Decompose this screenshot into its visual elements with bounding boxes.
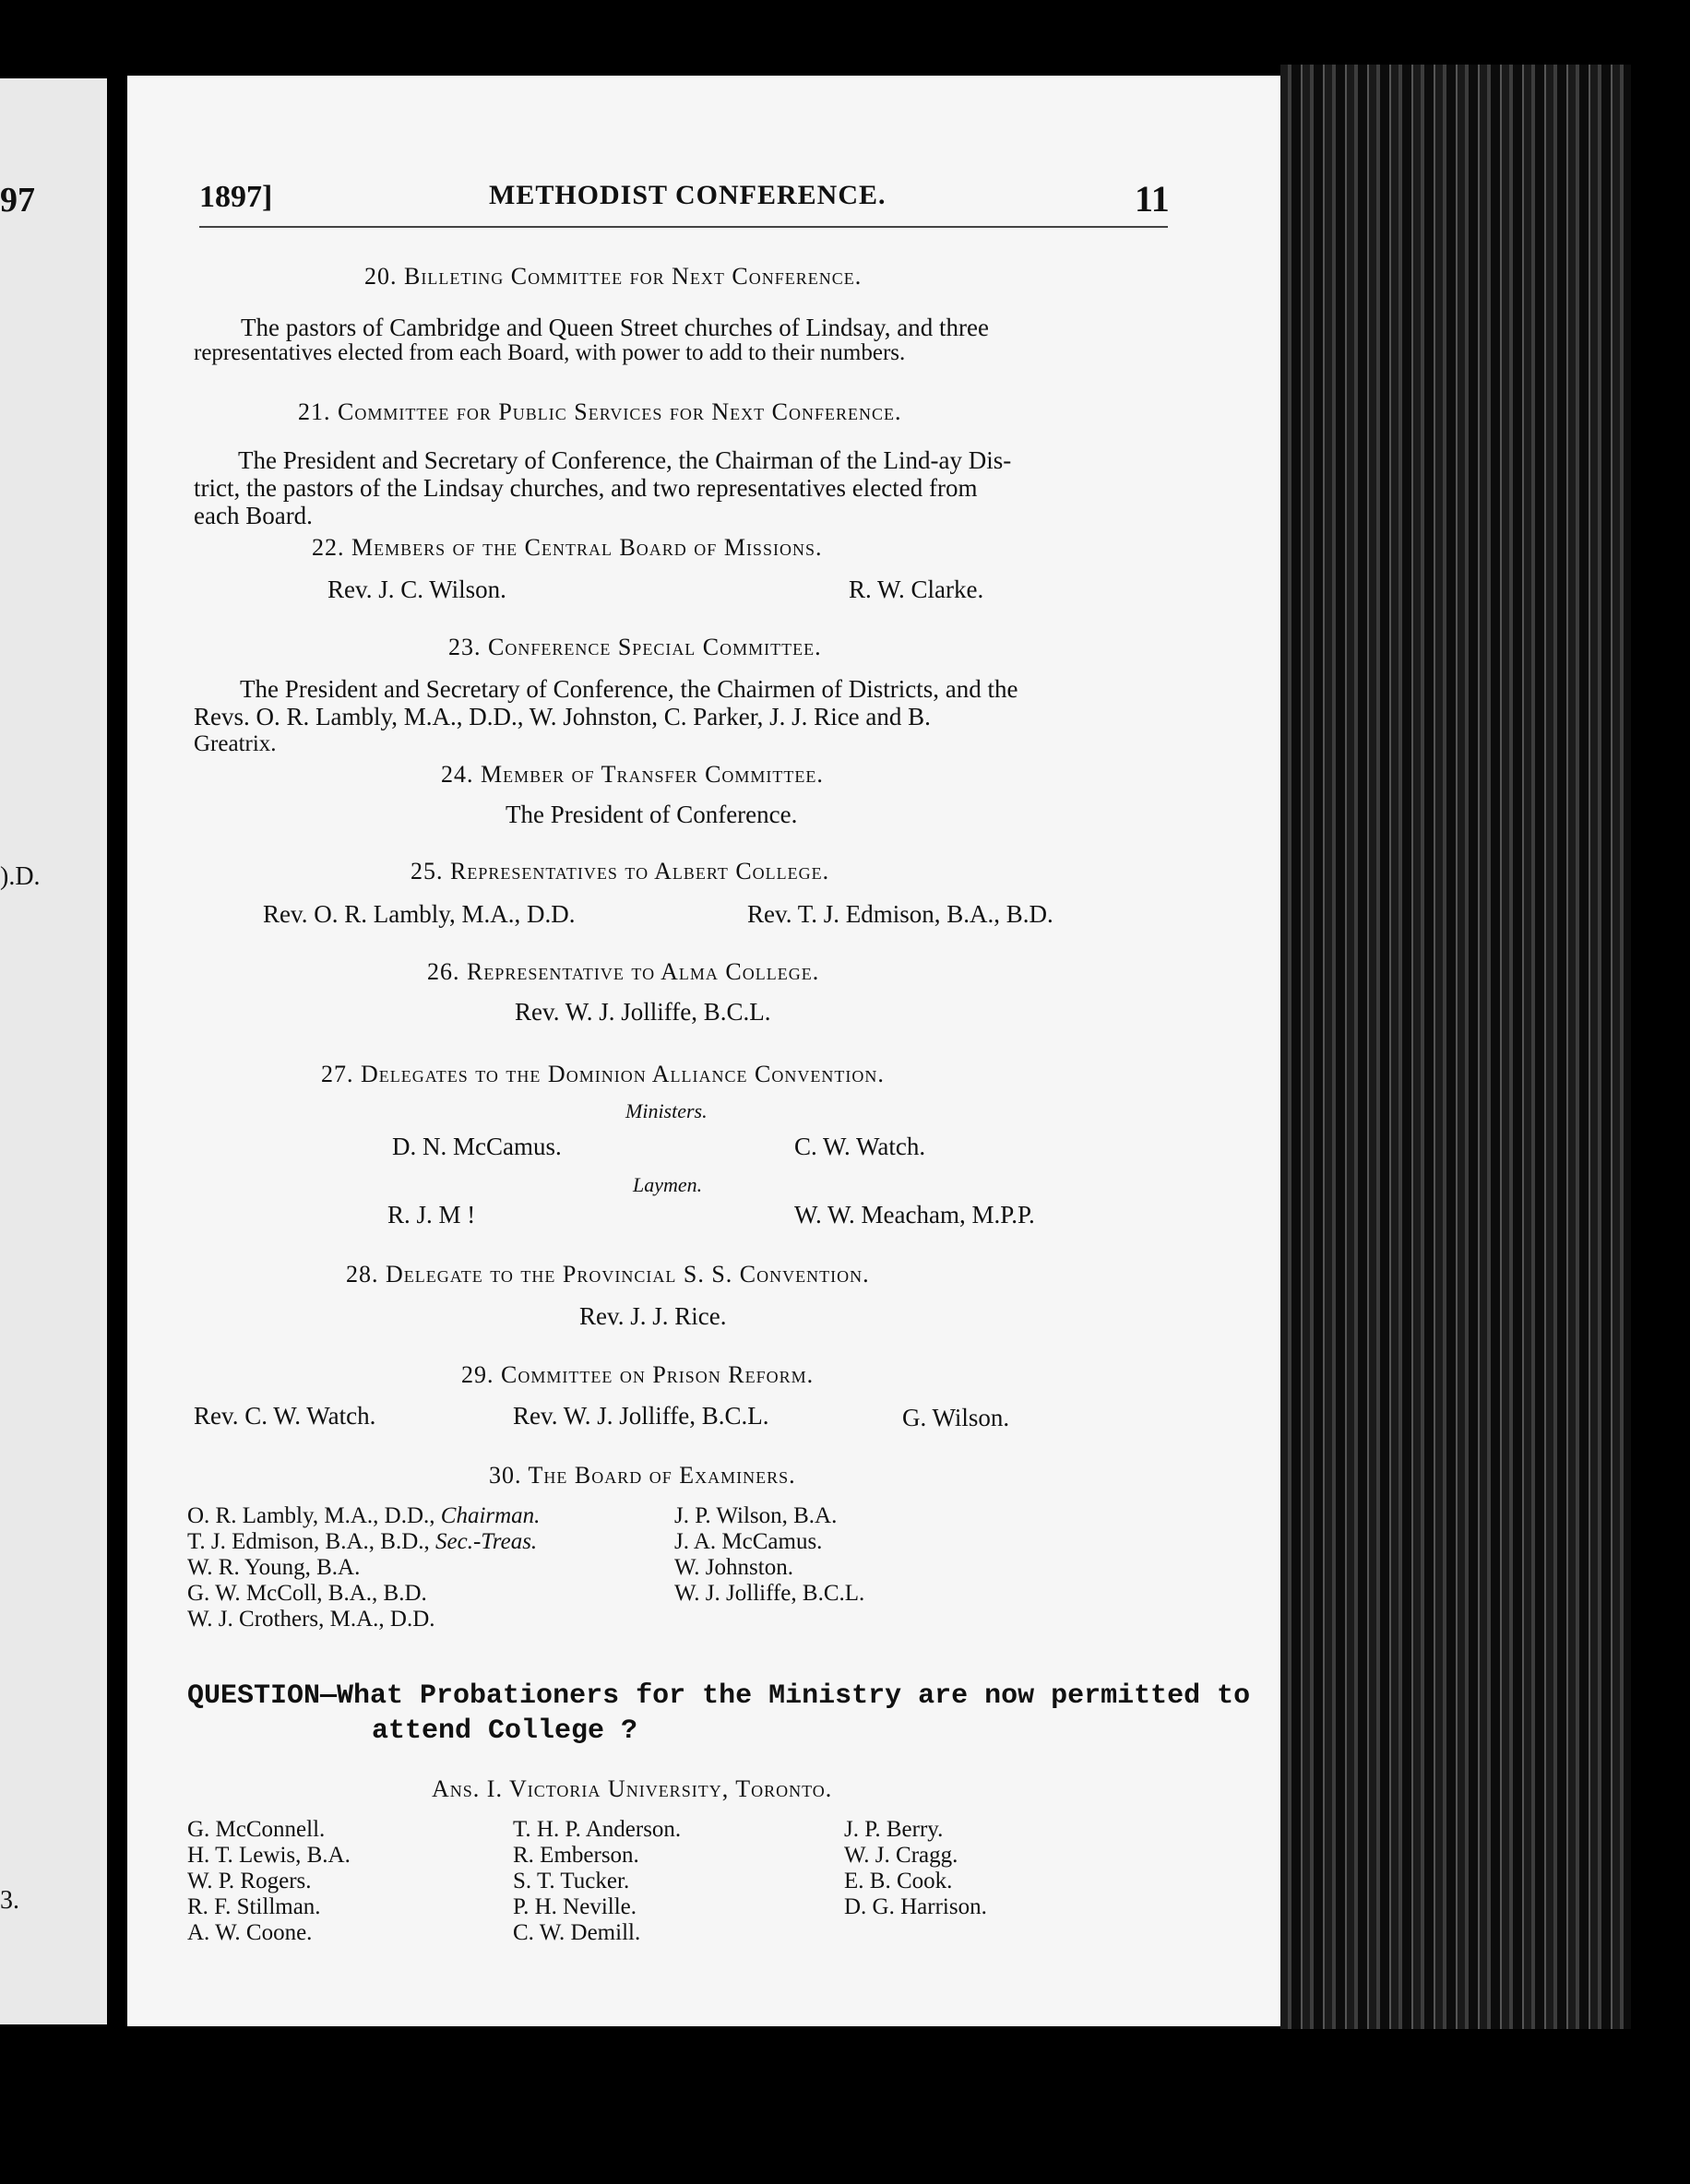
paragraph-line: each Board. bbox=[194, 502, 313, 529]
member-name: R. W. Clarke. bbox=[849, 576, 984, 603]
question-line: QUESTION—What Probationers for the Ministry are now permitted to bbox=[187, 1680, 1251, 1712]
examiner-entry bbox=[187, 1581, 540, 1607]
paragraph-line: The President and Secretary of Conference, the Chairmen of Districts, and the bbox=[240, 675, 1018, 703]
probationer-name: W. P. Rogers. bbox=[187, 1869, 312, 1893]
question-line: attend College ? bbox=[372, 1715, 638, 1747]
answer-heading: Ans. I. Victoria University, Toronto. bbox=[432, 1775, 833, 1802]
member-name: Rev. W. J. Jolliffe, B.C.L. bbox=[515, 998, 771, 1026]
examiner-name: G. W. McColl, B.A., B.D. bbox=[187, 1581, 427, 1606]
probationer-name: R. F. Stillman. bbox=[187, 1894, 321, 1919]
probationer-name: J. P. Berry. bbox=[844, 1817, 944, 1842]
examiner-entry bbox=[187, 1555, 540, 1581]
page-edges bbox=[1280, 65, 1631, 2029]
examiners-right-column bbox=[674, 1503, 864, 1607]
probationer-name: A. W. Coone. bbox=[187, 1920, 313, 1945]
book-page bbox=[127, 76, 1280, 2026]
subheading-laymen: Laymen. bbox=[633, 1173, 703, 1196]
probationer-name: S. T. Tucker. bbox=[513, 1869, 630, 1893]
section-heading: 25. Representatives to Albert College. bbox=[411, 858, 830, 884]
examiner-role: Sec.-Treas. bbox=[435, 1529, 538, 1554]
member-name: R. J. M ! bbox=[387, 1201, 476, 1228]
probationer-name: P. H. Neville. bbox=[513, 1894, 637, 1919]
probationer-name: D. G. Harrison. bbox=[844, 1894, 987, 1919]
probationer-name: E. B. Cook. bbox=[844, 1869, 953, 1893]
member-name: Rev. T. J. Edmison, B.A., B.D. bbox=[747, 900, 1053, 928]
member-name: Rev. O. R. Lambly, M.A., D.D. bbox=[263, 900, 576, 928]
subheading-ministers: Ministers. bbox=[625, 1099, 708, 1122]
header-rule bbox=[199, 226, 1168, 228]
examiner-name: T. J. Edmison, B.A., B.D., bbox=[187, 1529, 435, 1554]
probationer-name: W. J. Cragg. bbox=[844, 1843, 958, 1868]
examiner-name: W. R. Young, B.A. bbox=[187, 1555, 361, 1580]
paragraph-line: trict, the pastors of the Lindsay churches, and two representatives elected from bbox=[194, 474, 978, 502]
section-heading: 27. Delegates to the Dominion Alliance Convention. bbox=[321, 1061, 885, 1087]
left-page-folio: 97 bbox=[0, 181, 35, 220]
section-heading: 23. Conference Special Committee. bbox=[448, 634, 822, 660]
examiner-name: W. Johnston. bbox=[674, 1555, 793, 1580]
examiner-name: J. A. McCamus. bbox=[674, 1529, 823, 1554]
member-name: The President of Conference. bbox=[506, 801, 798, 828]
member-name: Rev. J. C. Wilson. bbox=[327, 576, 506, 603]
paragraph-line: The pastors of Cambridge and Queen Street churches of Lindsay, and three bbox=[241, 314, 989, 341]
member-name: D. N. McCamus. bbox=[392, 1133, 562, 1160]
running-head-year: 1897] bbox=[199, 180, 273, 214]
examiner-name: W. J. Crothers, M.A., D.D. bbox=[187, 1607, 435, 1632]
probationer-name: T. H. P. Anderson. bbox=[513, 1817, 682, 1842]
examiner-name: W. J. Jolliffe, B.C.L. bbox=[674, 1581, 865, 1606]
examiner-name: O. R. Lambly, M.A., D.D., bbox=[187, 1503, 441, 1528]
examiner-entry bbox=[187, 1607, 540, 1632]
section-heading: 24. Member of Transfer Committee. bbox=[441, 761, 824, 788]
left-page-fragment bbox=[0, 78, 107, 2024]
section-heading: 30. The Board of Examiners. bbox=[489, 1462, 796, 1489]
paragraph-line: Revs. O. R. Lambly, M.A., D.D., W. Johnston, C. Parker, J. J. Rice and B. bbox=[194, 703, 931, 730]
examiner-name: J. P. Wilson, B.A. bbox=[674, 1503, 838, 1528]
probationer-name: H. T. Lewis, B.A. bbox=[187, 1843, 351, 1868]
member-name: Rev. C. W. Watch. bbox=[194, 1402, 376, 1430]
running-head-title: METHODIST CONFERENCE. bbox=[489, 180, 887, 210]
member-name: W. W. Meacham, M.P.P. bbox=[794, 1201, 1035, 1228]
paragraph-line: The President and Secretary of Conference, the Chairman of the Lind-ay Dis- bbox=[238, 446, 1012, 474]
member-name: Rev. J. J. Rice. bbox=[579, 1302, 727, 1330]
member-name: G. Wilson. bbox=[902, 1404, 1010, 1431]
left-page-text-fragment: 3. bbox=[0, 1886, 19, 1915]
section-heading: 29. Committee on Prison Reform. bbox=[461, 1361, 815, 1388]
probationers-column-1 bbox=[187, 1817, 351, 1946]
probationer-name: G. McConnell. bbox=[187, 1817, 326, 1842]
member-name: Rev. W. J. Jolliffe, B.C.L. bbox=[513, 1402, 769, 1430]
examiner-entry bbox=[187, 1503, 540, 1529]
left-page-text-fragment: ).D. bbox=[0, 862, 41, 891]
section-heading: 20. Billeting Committee for Next Conference. bbox=[364, 263, 863, 290]
probationers-column-3 bbox=[844, 1817, 987, 1920]
section-heading: 26. Representative to Alma College. bbox=[427, 958, 820, 985]
paragraph-line: Greatrix. bbox=[194, 731, 277, 756]
examiner-role: Chairman. bbox=[440, 1503, 541, 1528]
examiner-entry bbox=[187, 1529, 540, 1555]
page-number: 11 bbox=[1135, 178, 1170, 220]
probationer-name: C. W. Demill. bbox=[513, 1920, 641, 1945]
member-name: C. W. Watch. bbox=[794, 1133, 926, 1160]
examiners-left-column bbox=[187, 1503, 540, 1632]
section-heading: 22. Members of the Central Board of Missions. bbox=[312, 534, 823, 561]
section-heading: 21. Committee for Public Services for Next Conference. bbox=[298, 398, 902, 425]
section-heading: 28. Delegate to the Provincial S. S. Convention. bbox=[346, 1261, 870, 1288]
probationer-name: R. Emberson. bbox=[513, 1843, 639, 1868]
paragraph-line: representatives elected from each Board, with power to add to their numbers. bbox=[194, 340, 906, 365]
probationers-column-2 bbox=[513, 1817, 681, 1946]
